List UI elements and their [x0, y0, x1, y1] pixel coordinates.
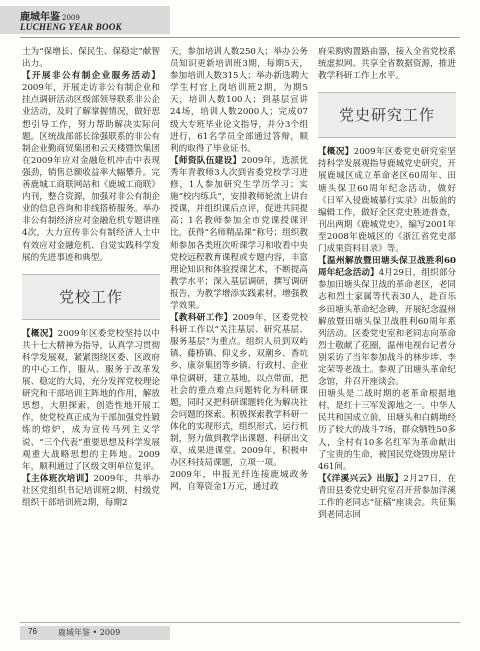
footer-rule: [20, 622, 460, 623]
paragraph-body: 2009年，开展走访非公有制企业和挂点调研活动区级部领导联系非公企业活动，及时了解掌握情况，做好思想引导工作，努力帮助解决实际问题。区统战部部长徐强联系的非公有制企业勤商贸集团和云天楼暨饮集团在2009年应对金融危机冲击中表现强劲，销售总额收益率大幅攀升。完善鹿城工商联网站和《鹿城工商联》内刊，整合资源，加强对非公有制企业的信息咨询和非线搭桥服务。举办非公有制经济应对金融危机专题讲座4次，大力宣传非公有制经济人士中有效应对金融危机、自觉实践科学发展的先进事迹和典型。: [22, 83, 160, 263]
paragraph: 府采购购置路由器，接入全省党校系统虚拟网。共享全省数据资源，推进教学科研工作上水平。: [318, 47, 456, 82]
paragraph: 田塘头是二战时期的老革命根据地村，是红十三军发源地之一。中华人民共和国成立前，田塘头和白鹤坳经历了较大的战斗7场，群众牺牲50多人，全村有10多名红军为革命献出了宝贵的生命，被国民党烧毁房屋计461间。: [318, 389, 456, 472]
paragraph-heading: 【概况】: [22, 328, 58, 339]
paragraph-heading: 【师资队伍建设】: [170, 155, 242, 166]
paragraph-heading: 【教科研工作】: [170, 313, 233, 324]
paragraph-heading: 【开展非公有制企业服务活动】: [22, 71, 160, 82]
paragraph-heading: 【温州解放暨田塘头保卫战胜利60周年纪念活动】: [318, 256, 456, 279]
paragraph: 天，参加培训人数250人；举办公务员知识更新培训班3期，每期5天，参加培训人数315人；举办新选聘大学生村官上岗培训班2期，为期5天，培训人数100人；到基层宣讲24场，培训人数2000人；完成07级大专班毕业论文指导，并分3个组进行，61名学员全部通过答辩，顺利的取得了毕业证书。: [170, 47, 308, 154]
column-3: [318, 46, 456, 616]
paragraph-heading: 【《洋溪兴云》出版】: [318, 473, 404, 484]
header-rule: [20, 37, 460, 38]
section-title-party-school: 党校工作: [22, 274, 160, 320]
paragraph: [22, 473, 160, 509]
header-year: 2009: [62, 14, 80, 22]
paragraph-body: 2009年区委党史研究室坚持科学发展观指导鹿城党史研究，开展鹿城区成立革命老区60周年、田塘头保卫60周年纪念活动，做好《日军入侵鹿城暴行实录》出版前的编辑工作，做好全区党史胜迹普查，刊出两期《鹿城党史》，编写2001年至2008年鹿城区的《浙江省党史部门成果资料目录》等。: [318, 147, 456, 255]
paragraph: 2009年，申报光纤连接鹿城政务网，自筹资金1万元，通过政: [170, 470, 308, 493]
paragraph-body: 2009年，选派优秀年青教师3人次到省委党校学习进修，1人参加研究生学历学习；实施“校内练兵”，安排教师轮流上讲台授课，并组织课后点评，促进共同提高；1名教师参加全市党课授课评比，获得“名师精品课”称号；组织教师参加各类班次听课学习和收看中央党校远程教育课程或专题内容，丰富理论知识和体验授课艺术，不断提高教学水平；深入基层调研，撰写调研报告，为教学增添实践素材，增强教学效果。: [170, 155, 308, 311]
section-title-party-history: 党史研究工作: [318, 92, 456, 138]
page-header: [0, 0, 480, 44]
paragraph-heading: 【概况】: [318, 147, 354, 158]
column-1: [22, 46, 160, 616]
paragraph-body: 2009年区委党校坚持以中共十七大精神为指导，认真学习贯彻科学发展观，紧紧围绕区委、区政府的中心工作，服从、服务于改革发展、稳定的大局，充分发挥党校理论研究和干部培训主阵地的作用，解放思想，大胆探索，创造性地开展工作，使党校真正成为干部加强党性锻炼的熔炉，成为宣传马列主义学说、“三个代表”重要思想及科学发展观重大战略思想的主阵地。2009年，顺利通过了区级文明单位复评。: [22, 328, 160, 472]
paragraph: [170, 312, 308, 469]
paragraph-body: 2009年，共举办社区党组织书记培训班2期，村级党组织干部培训班2期，每期2: [22, 473, 160, 508]
header-title-en: LUCHENG YEAR BOOK: [20, 22, 122, 32]
paragraph: [318, 473, 456, 521]
paragraph: [22, 328, 160, 473]
paragraph-heading: 【主体班次培训】: [22, 473, 94, 484]
paragraph-body: 4月29日，组织部分参加田塘头保卫战的革命老区，老同志和烈士家属等代表30人，赴百乐乡田塘头革命纪念碑，开展纪念温州解放暨田塘头保卫战胜利60周年系列活动。区委党史室和老同志向革命烈士敬献了花圈，温州电视台记者分别采访了当年参加战斗的林步埗、李定荣等老战士。参观了田塘头革命纪念馆，并召开座谈会。: [318, 268, 456, 388]
paragraph-body: 2009年，区委党校科研工作以“关注基层、研究基层、服务基层”为重点。组织人员到双屿镇、藤桥镇、仰义乡、双潮乡、香坑乡、康奈集团等乡镇、行政村、企业单位调研，建立基地，以点带面，把社会的重点难点问题转化为科研课题，同时又把科研课题转化为解决社会问题的探索。积极探索教学科研一体化的实现形式，组织形式、运行机制，努力做到教学出课题、科研出文章，成果进课堂。2009年，积极申办区科技局课题，立项一项。: [170, 313, 308, 469]
paragraph: [318, 146, 456, 255]
paragraph: [170, 155, 308, 312]
page-number: 76: [28, 627, 37, 636]
header-title-cn: 鹿城年鉴: [20, 12, 60, 23]
paragraph-body: 2月27日，在青田县委党史研究室召开营参加洋溪工作的老同志“征稿”座谈会。共征集到老同志回: [318, 473, 456, 521]
paragraph: [318, 255, 456, 388]
footer-publication: 鹿城年鉴 • 2009: [58, 628, 121, 637]
paragraph: [22, 70, 160, 264]
paragraph: 士为“保增长、保民生、保稳定”献智出力。: [22, 47, 160, 70]
column-2: [170, 46, 308, 616]
header-title: [20, 8, 80, 23]
